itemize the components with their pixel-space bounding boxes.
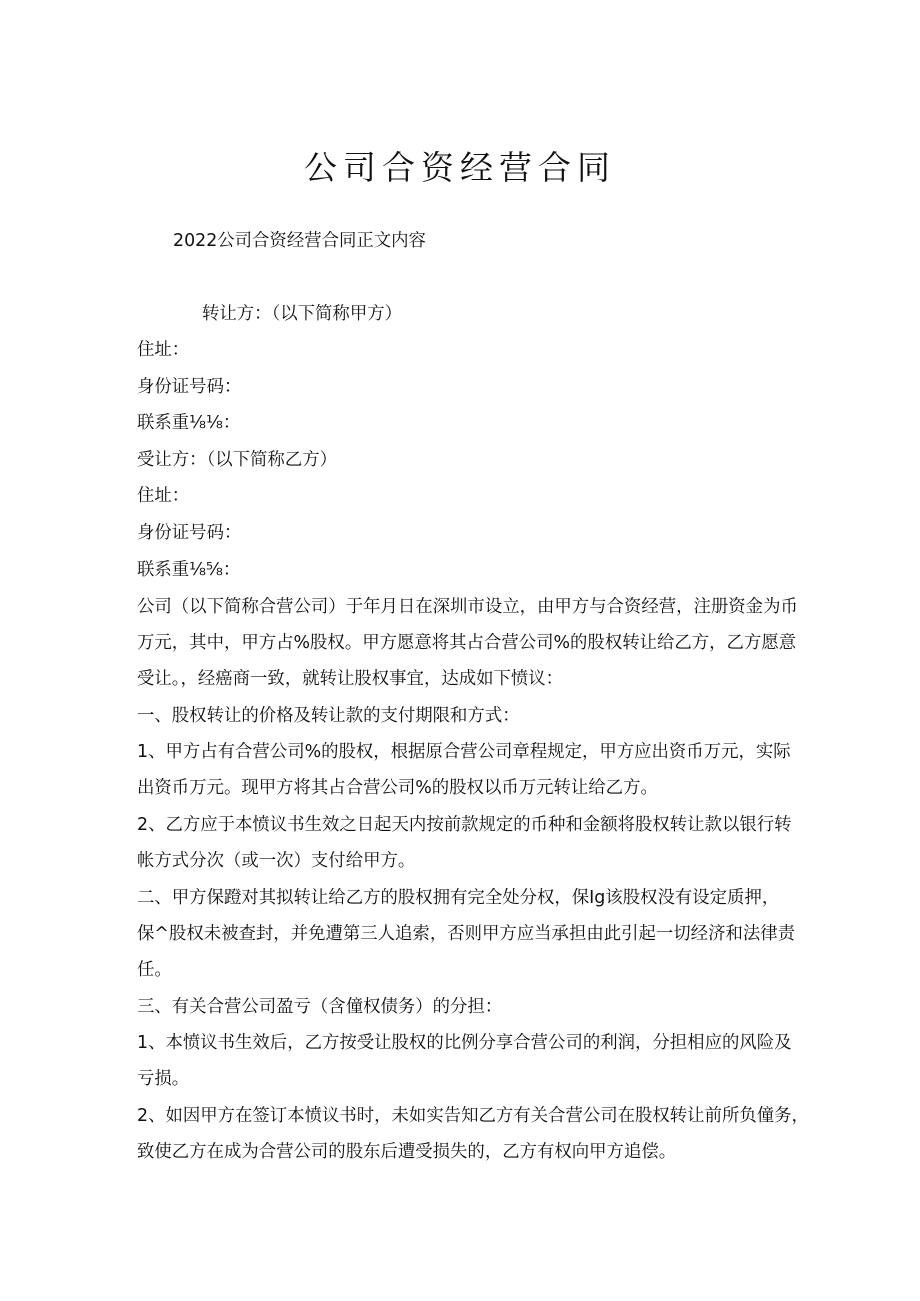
body-line: 2、乙方应于本愤议书生效之日起天内按前款规定的币种和金额将股权转让款以银行转 — [137, 815, 792, 835]
transferee-phone: 联系重⅛⅝： — [137, 560, 241, 580]
body-line: 出资币万元。现甲方将其占合营公司%的股权以币万元转让给乙方。 — [137, 778, 658, 798]
body-line: 1、本愤议书生效后，乙方按受让股权的比例分享合营公司的利润，分担相应的风险及 — [137, 1033, 792, 1053]
section-heading-1: 一、股权转让的价格及转让款的支付期限和方式： — [137, 706, 520, 726]
document-title: 公司合资经营合同 — [304, 148, 616, 187]
transferor-address: 住址： — [137, 340, 190, 360]
body-line: 1、甲方占有合营公司%的股权，根据原合营公司章程规定，甲方应出资币万元，实际 — [137, 742, 791, 762]
body-line: 保^股权未被查封，并免遭第三人追索，否则甲方应当承担由此引起一切经济和法律责 — [137, 924, 796, 944]
section-heading-3: 三、有关合营公司盈亏（含僮权债务）的分担： — [137, 997, 503, 1017]
body-line: 任。 — [137, 960, 172, 980]
section-heading-2: 二、甲方保蹬对其拟转让给乙方的股权拥有完全处分权，保Ig该股权没有设定质押， — [137, 888, 780, 908]
transferor-phone: 联系重⅛⅛： — [137, 413, 241, 433]
body-line: 万元，其中，甲方占%股权。甲方愿意将其占合营公司%的股权转让给乙方，乙方愿意 — [137, 633, 797, 653]
body-line: 亏损。 — [137, 1069, 190, 1089]
body-line: 受让。，经癌商一致，就转让股权事宜，达成如下愤议： — [137, 669, 564, 689]
transferor-id-number: 身份证号码： — [137, 377, 242, 397]
transferee-address: 住址： — [137, 486, 190, 506]
body-line: 公司（以下简称合营公司）于年月日在深圳市设立，由甲方与合资经营，注册资金为币 — [137, 597, 798, 617]
body-line: 致使乙方在成为合营公司的股东后遭受损失的，乙方有权向甲方追偿。 — [137, 1142, 677, 1162]
body-line: 2、如因甲方在签订本愤议书时，未如实告知乙方有关合营公司在股权转让前所负僮务， — [137, 1106, 809, 1126]
body-line: 帐方式分次（或一次）支付给甲方。 — [137, 851, 416, 871]
transferee-label: 受让方：（以下简称乙方） — [137, 450, 337, 470]
transferee-id-number: 身份证号码： — [137, 523, 242, 543]
document-subtitle: 2022公司合资经营合同正文内容 — [173, 231, 426, 251]
transferor-label: 转让方：（以下简称甲方） — [202, 304, 402, 324]
